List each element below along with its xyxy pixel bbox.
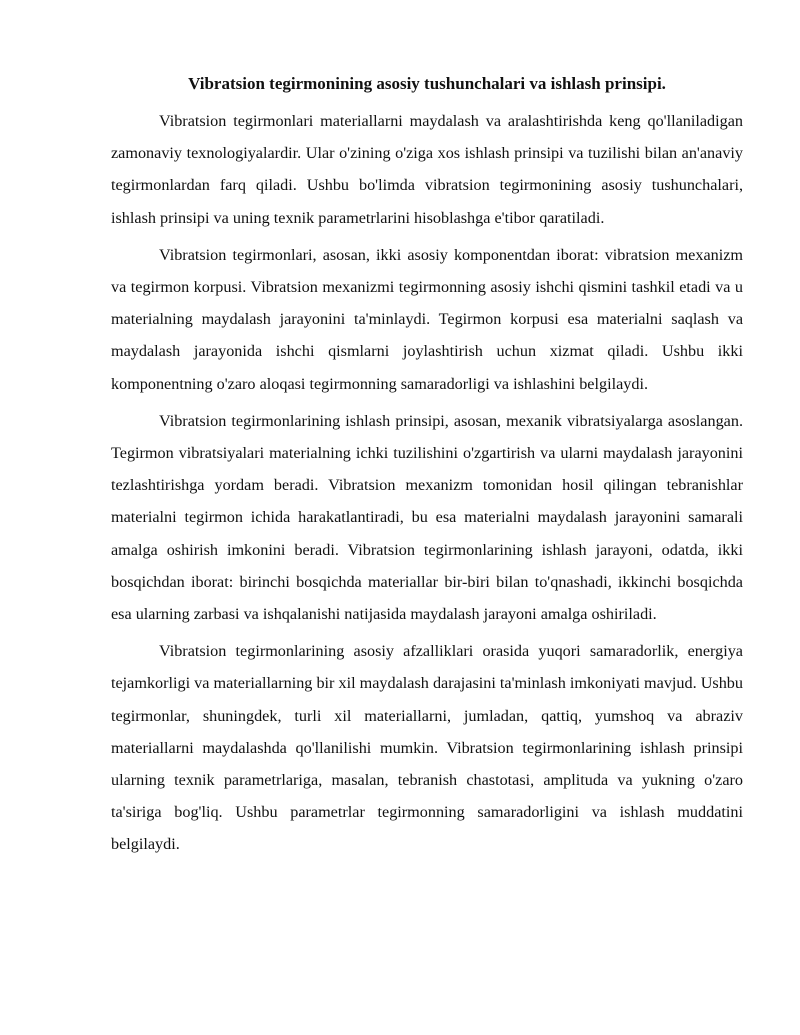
paragraph-2: Vibratsion tegirmonlari, asosan, ikki asosiy komponentdan iborat: vibratsion mexanizm va tegirmon korpusi. Vibratsion mexanizmi tegirmonning asosiy ishchi qismini tashkil etadi va u materialning maydalash jarayonini ta'minlaydi. Tegirmon korpusi esa materialni saqlash va maydalash jarayonida ishchi qismlarni joylashtirish uchun xizmat qiladi. Ushbu ikki komponentning o'zaro aloqasi tegirmonning samaradorligi va ishlashini belgilaydi. (111, 245, 743, 393)
paragraph-3: Vibratsion tegirmonlarining ishlash prinsipi, asosan, mexanik vibratsiyalarga asoslangan. Tegirmon vibratsiyalari materialning ichki tuzilishini o'zgartirish va ularni maydalash jarayonini tezlashtirishga yordam beradi. Vibratsion mexanizm tomonidan hosil qilingan tebranishlar materialni tegirmon ichida harakatlantiradi, bu esa materialni maydalash jarayonini samarali amalga oshirish imkonini beradi. Vibratsion tegirmonlarining ishlash jarayoni, odatda, ikki bosqichdan iborat: birinchi bosqichda materiallar bir-biri bilan to'qnashadi, ikkinchi bosqichda esa ularning zarbasi va ishqalanishi natijasida maydalash jarayoni amalga oshiriladi. (111, 411, 743, 624)
paragraph-1: Vibratsion tegirmonlari materiallarni maydalash va aralashtirishda keng qo'llaniladigan zamonaviy texnologiyalardir. Ular o'zining o'ziga xos ishlash prinsipi va tuzilishi bilan an'anaviy tegirmonlardan farq qiladi. Ushbu bo'limda vibratsion tegirmonining asosiy tushunchalari, ishlash prinsipi va uning texnik parametrlarini hisoblashga e'tibor qaratiladi. (111, 112, 743, 227)
document-page (111, 62, 743, 866)
document-title: Vibratsion tegirmonining asosiy tushunchalari va ishlash prinsipi. (188, 74, 666, 93)
paragraph-4: Vibratsion tegirmonlarining asosiy afzalliklari orasida yuqori samaradorlik, energiya tejamkorligi va materiallarning bir xil maydalash darajasini ta'minlash imkoniyati mavjud. Ushbu tegirmonlar, shuningdek, turli xil materiallarni, jumladan, qattiq, yumshoq va abraziv materiallarni maydalashda qo'llanilishi mumkin. Vibratsion tegirmonlarining ishlash prinsipi ularning texnik parametrlariga, masalan, tebranish chastotasi, amplituda va yukning o'zaro ta'siriga bog'liq. Ushbu parametrlar tegirmonning samaradorligini va ishlash muddatini belgilaydi. (111, 642, 743, 854)
